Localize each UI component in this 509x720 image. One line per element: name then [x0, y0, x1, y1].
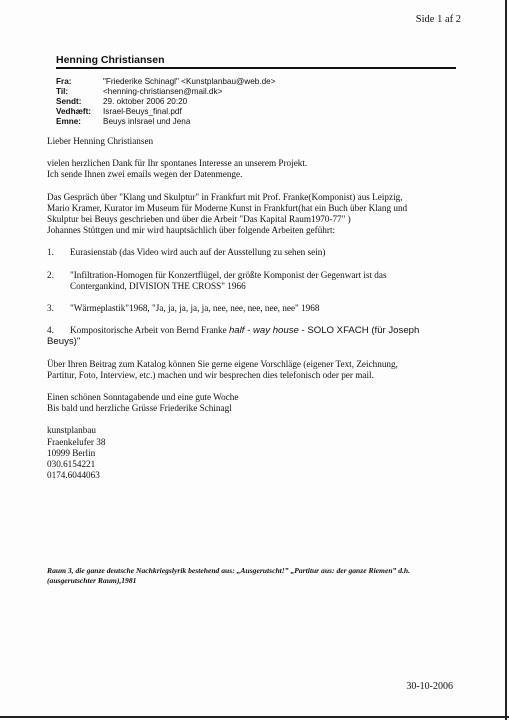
- list-item-text: Contergankind, DIVISION THE CROSS" 1966: [70, 280, 246, 291]
- list-item-text: Eurasienstab (das Video wird auch auf der Ausstellung zu sehen sein): [70, 247, 326, 258]
- closing-line: Bis bald und herzliche Grüsse Friederike Schinagl: [47, 403, 232, 414]
- paragraph-line: Mario Kramer, Kurator im Museum für Moderne Kunst in Frankfurt(hat ein Buch über Klang und: [47, 202, 408, 213]
- header-row-attachment: [56, 107, 276, 117]
- list-item-text: Beuys)": [47, 336, 81, 348]
- intro-line: Ich sende Ihnen zwei emails wegen der Datenmenge.: [47, 169, 243, 180]
- list-item: [47, 270, 487, 292]
- paragraph-line: Johannes Stüttgen und mir wird hauptsächlich über folgende Arbeiten geführt:: [47, 225, 336, 236]
- list-item-number: 3.: [47, 303, 54, 314]
- header-row-to: [56, 87, 276, 97]
- header-label: Emne:: [56, 117, 82, 126]
- page-number: Side 1 af 2: [415, 14, 461, 25]
- header-value: Israel-Beuys_final.pdf: [103, 107, 182, 116]
- work-title: half - way house: [228, 325, 299, 337]
- header-label: Vedhæft:: [56, 107, 92, 116]
- address-line: 0174.6044063: [47, 470, 100, 481]
- address-line: Fraenkelufer 38: [47, 436, 106, 447]
- letter-body: [47, 136, 487, 481]
- header-value: 29. oktober 2006 20:20: [103, 97, 188, 106]
- caption-line: Raum 3, die ganze deutsche Nachkriegslyrik bestehend aus: „Ausgerutscht!” „Partitur aus: der ganze Riemen” d.h.: [47, 566, 411, 575]
- list-item-number: 4.: [47, 325, 54, 336]
- greeting: Lieber Henning Christiansen: [47, 136, 154, 146]
- list-item: [47, 247, 487, 258]
- header-value: Beuys inIsrael und Jena: [103, 117, 191, 126]
- list-item-number: 1.: [47, 247, 54, 258]
- header-row-sent: [56, 97, 276, 107]
- image-caption: [47, 566, 477, 586]
- paragraph-line: Über Ihren Beitrag zum Katalog können Sie gerne eigene Vorschläge (eigener Text, Zeichnung,: [47, 358, 398, 369]
- header-label: Fra:: [56, 77, 72, 86]
- paragraph-line: Partitur, Foto, Interview, etc.) machen und wir besprechen dies telefonisch oder per mail.: [47, 369, 374, 380]
- address-line: kunstplanbau: [47, 425, 96, 436]
- header-label: Sendt:: [56, 97, 82, 106]
- list-item-number: 2.: [47, 269, 54, 280]
- scan-edge-right: [505, 0, 507, 720]
- paragraph-line: Das Gespräch über "Klang und Skulptur" in Frankfurt mit Prof. Franke(Komponist) aus Leipzig,: [47, 191, 403, 202]
- header-label: Til:: [56, 87, 69, 96]
- scan-edge-bottom: [0, 716, 509, 718]
- header-divider: [56, 67, 456, 69]
- header-value: <henning-christiansen@mail.dk>: [103, 87, 223, 96]
- list-item: [47, 325, 487, 336]
- header-row-from: [56, 77, 276, 87]
- address-line: 10999 Berlin: [47, 447, 96, 458]
- closing-line: Einen schönen Sonntagabende und eine gute Woche: [47, 392, 239, 403]
- list-item: [47, 303, 487, 314]
- list-item-text: - SOLO XFACH (für Joseph: [298, 325, 420, 337]
- intro-line: vielen herzlichen Dank für Ihr spontanes Interesse an unserem Projekt.: [47, 158, 308, 169]
- list-item-text: "Infiltration-Homogen für Konzertflügel, der größte Komponist der Gegenwart ist das: [70, 269, 387, 280]
- address-line: 030.6154221: [47, 459, 96, 470]
- paragraph-line: Skulptur bei Beuys geschrieben und über die Arbeit "Das Kapital Raum1970-77" ): [47, 214, 351, 225]
- caption-line: (ausgerutschter Raum),1981: [47, 576, 137, 585]
- header-row-subject: [56, 117, 276, 127]
- header-value: "Friederike Schinagl" <Kunstplanbau@web.de>: [103, 77, 276, 86]
- footer-date: 30-10-2006: [406, 681, 453, 692]
- list-item-text: Kompositorische Arbeit von Bernd Franke: [70, 325, 229, 336]
- list-item-text: "Wärmeplastik"1968, "Ja, ja, ja, ja, ja, nee, nee, nee, nee, nee" 1968: [70, 303, 320, 314]
- email-header: [56, 77, 276, 127]
- sender-name: Henning Christiansen: [56, 54, 165, 66]
